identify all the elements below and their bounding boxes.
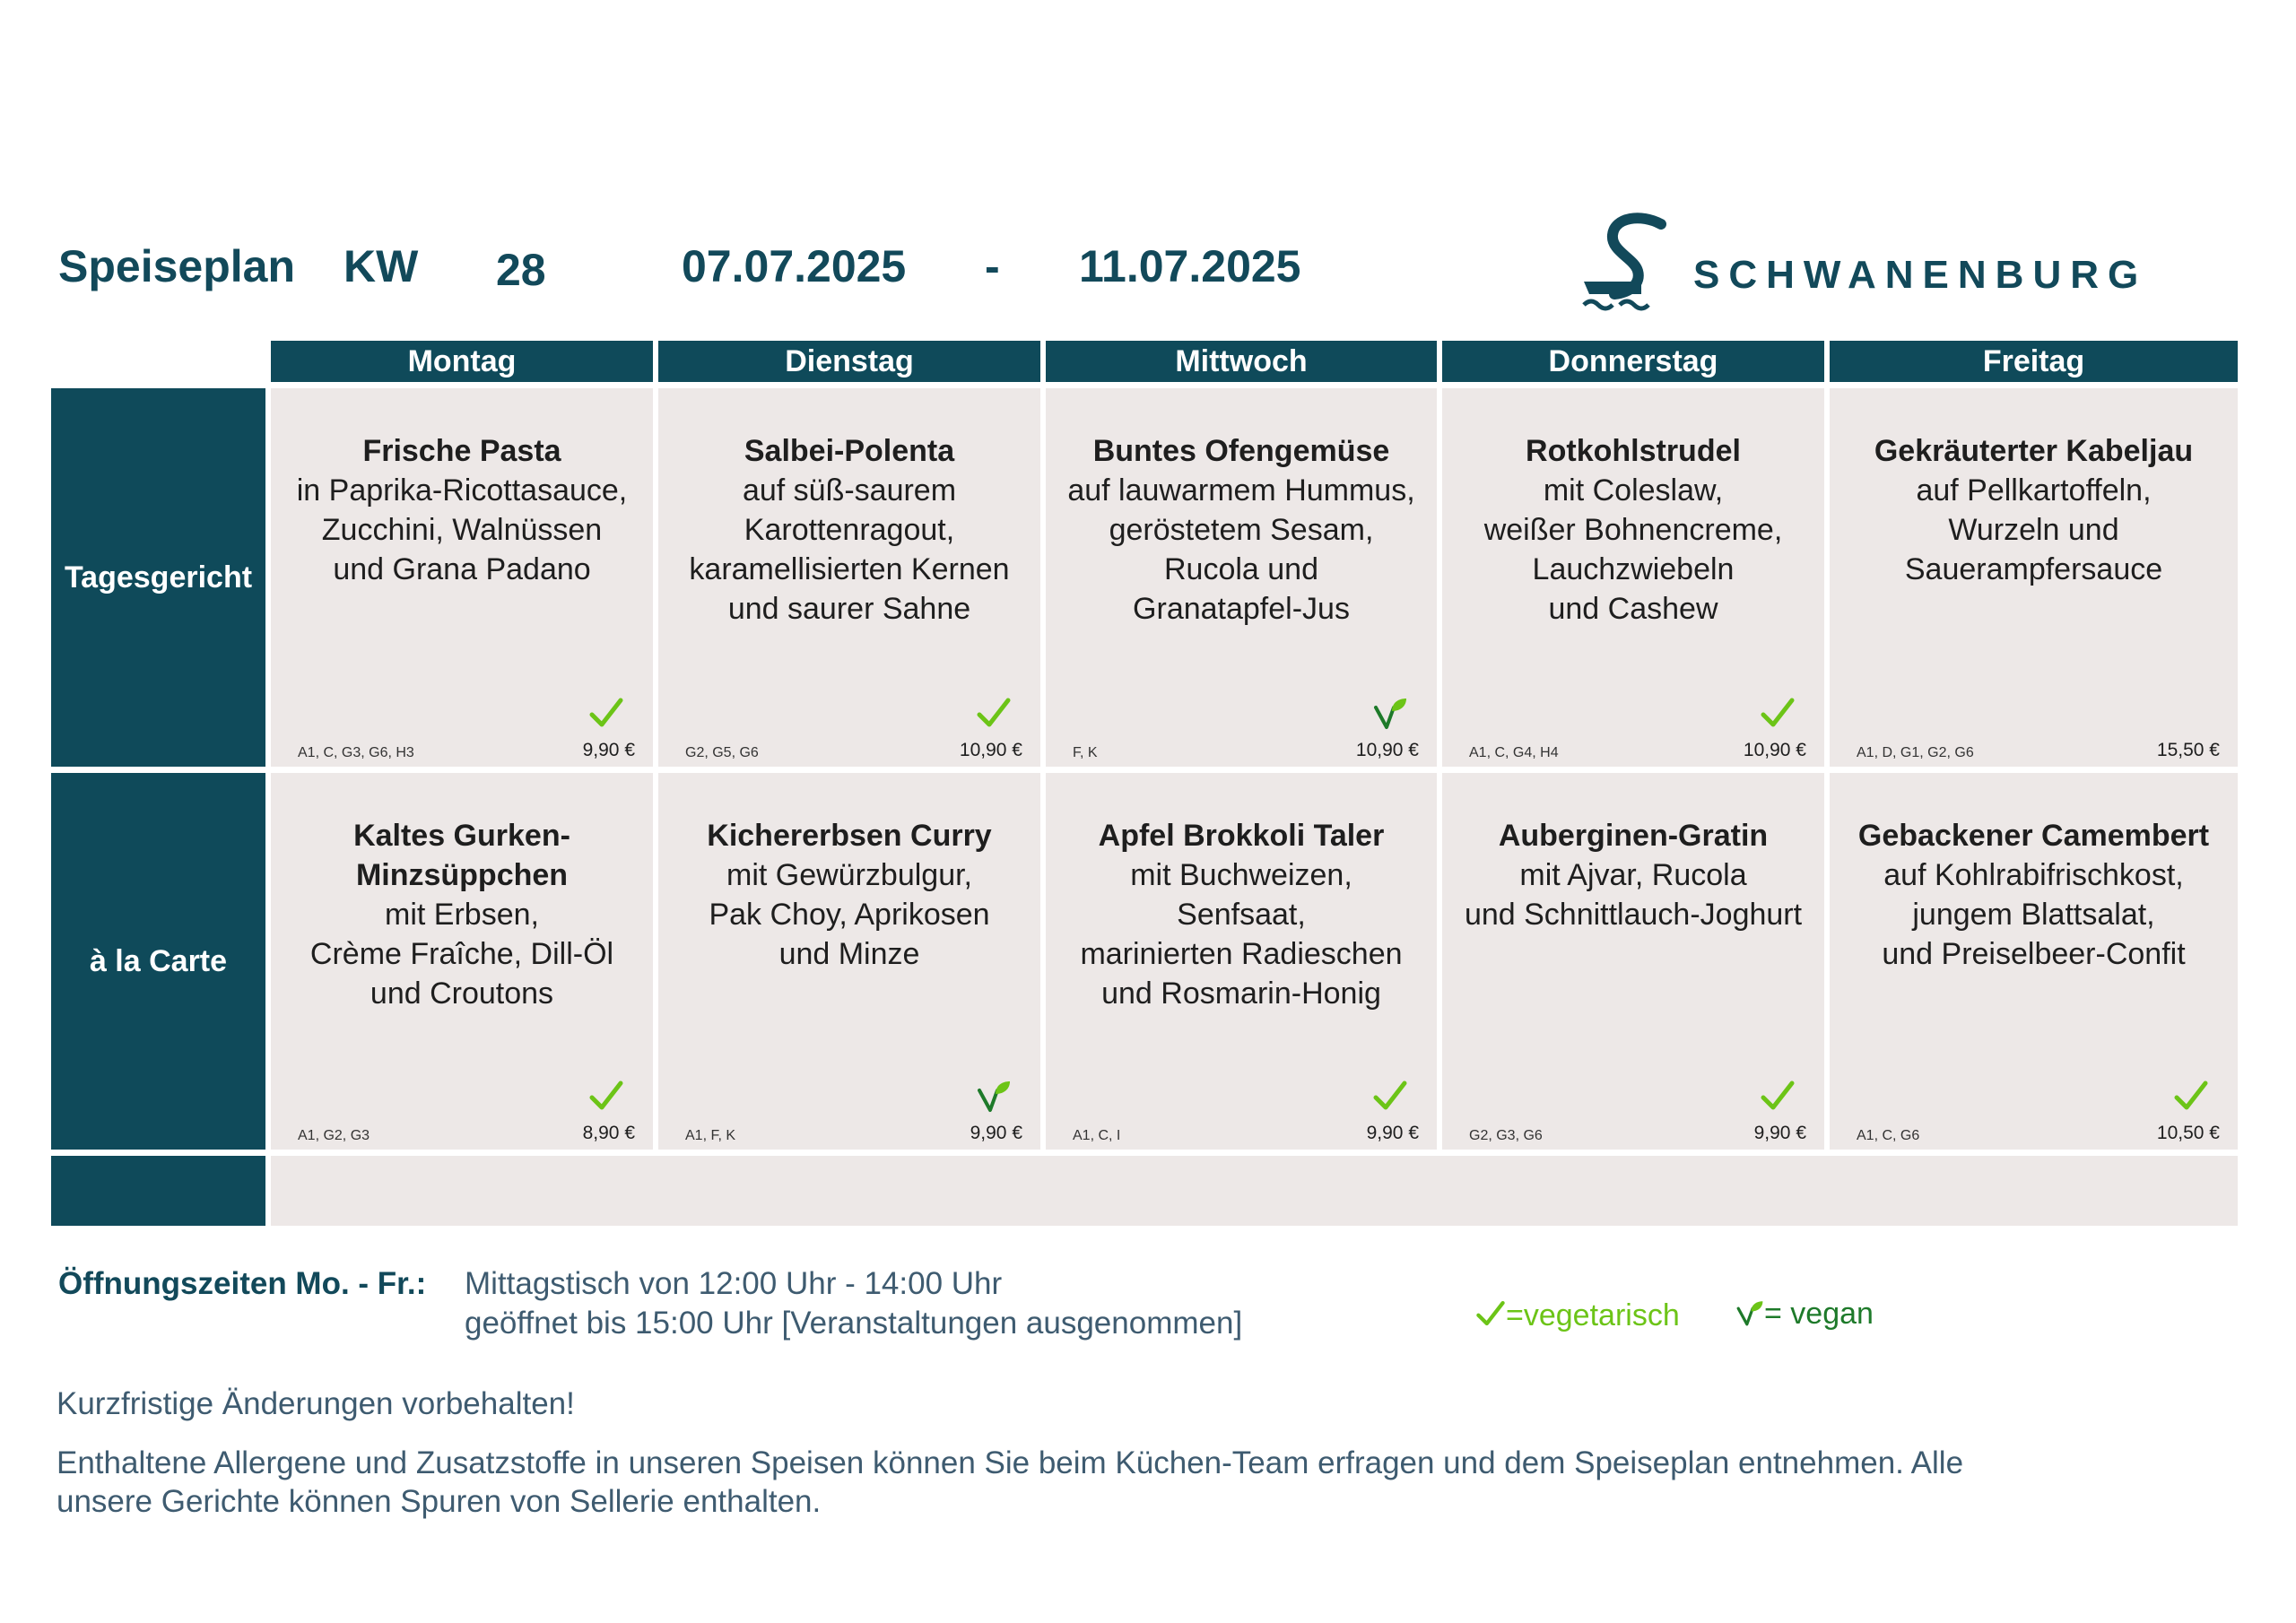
dish-line: auf Kohlrabifrischkost, bbox=[1883, 858, 2184, 892]
vegetarian-check-icon bbox=[1475, 1298, 1506, 1329]
dish-title: Gekräuterter Kabeljau bbox=[1874, 434, 2194, 468]
price: 10,50 € bbox=[2156, 1123, 2220, 1143]
dish-line: marinierten Radieschen bbox=[1080, 937, 1403, 971]
allergens: A1, C, I bbox=[1073, 1128, 1121, 1143]
brand-logo bbox=[1578, 212, 2188, 319]
menu-cell bbox=[271, 388, 653, 767]
row-label-tagesgericht: Tagesgericht bbox=[51, 388, 265, 767]
dish-line: geröstetem Sesam, bbox=[1109, 513, 1374, 547]
allergens: A1, C, G6 bbox=[1857, 1128, 1920, 1143]
brand-name: SCHWANENBURG bbox=[1693, 253, 2148, 297]
dish-line: Granatapfel-Jus bbox=[1133, 592, 1350, 626]
vegetarian-check-icon bbox=[588, 1078, 624, 1114]
dish-line: mit Gewürzbulgur, bbox=[726, 858, 972, 892]
allergens: F, K bbox=[1073, 745, 1098, 760]
allergens: A1, G2, G3 bbox=[298, 1128, 370, 1143]
kw-number: 28 bbox=[496, 245, 546, 295]
day-header-donnerstag: Donnerstag bbox=[1442, 341, 1824, 382]
price: 9,90 € bbox=[582, 740, 635, 760]
page-title: Speiseplan bbox=[58, 241, 295, 291]
dish-title: Minzsüppchen bbox=[355, 858, 569, 892]
allergens: A1, C, G4, H4 bbox=[1469, 745, 1559, 760]
allergen-info-line1: Enthaltene Allergene und Zusatzstoffe in unseren Speisen können Sie beim Küchen-Team erfragen und dem Speiseplan entnehmen. Alle bbox=[57, 1445, 1964, 1480]
dish-line: auf lauwarmem Hummus, bbox=[1067, 473, 1415, 508]
legend-vegetarian-label: =vegetarisch bbox=[1506, 1298, 1680, 1332]
legend-vegan bbox=[1735, 1297, 1874, 1332]
dish-title: Frische Pasta bbox=[362, 434, 561, 468]
dish-line: jungem Blattsalat, bbox=[1912, 898, 2155, 932]
vegetarian-check-icon bbox=[976, 695, 1012, 731]
price: 10,90 € bbox=[1743, 740, 1806, 760]
price: 9,90 € bbox=[970, 1123, 1022, 1143]
vegan-leaf-icon bbox=[1735, 1298, 1764, 1327]
price: 10,90 € bbox=[1355, 740, 1419, 760]
dish-line: und Rosmarin-Honig bbox=[1101, 976, 1381, 1011]
menu-cell bbox=[1046, 388, 1437, 767]
dish-line: und Minze bbox=[778, 937, 920, 971]
dish-line: weißer Bohnencreme, bbox=[1483, 513, 1783, 547]
date-to: 11.07.2025 bbox=[1079, 241, 1301, 291]
dish-line: und Schnittlauch-Joghurt bbox=[1464, 898, 1803, 932]
row-label-empty bbox=[51, 1156, 265, 1226]
dish-title: Salbei-Polenta bbox=[744, 434, 955, 468]
day-header-mittwoch: Mittwoch bbox=[1046, 341, 1437, 382]
allergens: A1, C, G3, G6, H3 bbox=[298, 745, 414, 760]
dish-line: Wurzeln und bbox=[1948, 513, 2119, 547]
date-separator: - bbox=[985, 241, 1000, 291]
dish-title: Kichererbsen Curry bbox=[707, 819, 992, 853]
opening-hours-line1: Mittagstisch von 12:00 Uhr - 14:00 Uhr bbox=[465, 1266, 1003, 1301]
price: 9,90 € bbox=[1366, 1123, 1419, 1143]
dish-line: Karottenragout, bbox=[744, 513, 955, 547]
vegetarian-check-icon bbox=[2173, 1078, 2209, 1114]
dish-line: mit Coleslaw, bbox=[1543, 473, 1724, 508]
dish-line: in Paprika-Ricottasauce, bbox=[296, 473, 628, 508]
dish-line: Lauchzwiebeln bbox=[1532, 552, 1735, 586]
dish-line: mit Ajvar, Rucola bbox=[1519, 858, 1747, 892]
dish-title: Auberginen-Gratin bbox=[1498, 819, 1769, 853]
dish-line: auf süß-saurem bbox=[742, 473, 957, 508]
dish-title: Kaltes Gurken- bbox=[353, 819, 570, 853]
dish-title: Apfel Brokkoli Taler bbox=[1098, 819, 1385, 853]
vegan-leaf-icon bbox=[1372, 695, 1408, 731]
allergens: A1, D, G1, G2, G6 bbox=[1857, 745, 1974, 760]
price: 10,90 € bbox=[959, 740, 1022, 760]
menu-cell bbox=[271, 773, 653, 1150]
dish-line: und Grana Padano bbox=[333, 552, 591, 586]
vegetarian-check-icon bbox=[588, 695, 624, 731]
menu-cell bbox=[1830, 388, 2238, 767]
vegetarian-check-icon bbox=[1372, 1078, 1408, 1114]
dish-line: auf Pellkartoffeln, bbox=[1916, 473, 2152, 508]
changes-notice: Kurzfristige Änderungen vorbehalten! bbox=[57, 1386, 575, 1421]
day-header-freitag: Freitag bbox=[1830, 341, 2238, 382]
dish-line: und Croutons bbox=[370, 976, 554, 1011]
menu-cell bbox=[1830, 773, 2238, 1150]
menu-cell bbox=[1442, 773, 1824, 1150]
row-label-a-la-carte: à la Carte bbox=[51, 773, 265, 1150]
dish-line: Pak Choy, Aprikosen bbox=[709, 898, 990, 932]
allergens: A1, F, K bbox=[685, 1128, 736, 1143]
vegetarian-check-icon bbox=[1760, 695, 1796, 731]
swan-icon bbox=[1578, 212, 1686, 319]
dish-line: und saurer Sahne bbox=[727, 592, 971, 626]
date-from: 07.07.2025 bbox=[682, 241, 907, 291]
dish-line: mit Buchweizen, bbox=[1130, 858, 1352, 892]
menu-cell bbox=[1046, 773, 1437, 1150]
dish-title: Gebackener Camembert bbox=[1857, 819, 2210, 853]
dish-title: Buntes Ofengemüse bbox=[1092, 434, 1390, 468]
empty-row bbox=[271, 1156, 2238, 1226]
allergens: G2, G3, G6 bbox=[1469, 1128, 1543, 1143]
dish-line: Senfsaat, bbox=[1177, 898, 1306, 932]
day-header-montag: Montag bbox=[271, 341, 653, 382]
vegan-leaf-icon bbox=[976, 1078, 1012, 1114]
dish-line: und Preiselbeer-Confit bbox=[1882, 937, 2186, 971]
vegetarian-check-icon bbox=[1760, 1078, 1796, 1114]
menu-cell bbox=[658, 388, 1040, 767]
allergens: G2, G5, G6 bbox=[685, 745, 759, 760]
dish-line: Rucola und bbox=[1163, 552, 1318, 586]
dish-line: mit Erbsen, bbox=[385, 898, 539, 932]
opening-hours-label: Öffnungszeiten Mo. - Fr.: bbox=[58, 1266, 427, 1301]
dish-line: Sauerampfersauce bbox=[1904, 552, 2163, 586]
price: 8,90 € bbox=[582, 1123, 635, 1143]
price: 15,50 € bbox=[2156, 740, 2220, 760]
dish-title: Rotkohlstrudel bbox=[1526, 434, 1741, 468]
opening-hours-line2: geöffnet bis 15:00 Uhr [Veranstaltungen ausgenommen] bbox=[465, 1306, 1243, 1341]
legend-vegan-label: = vegan bbox=[1764, 1297, 1874, 1331]
day-header-dienstag: Dienstag bbox=[658, 341, 1040, 382]
kw-label: KW bbox=[344, 241, 419, 291]
dish-line: karamellisierten Kernen bbox=[689, 552, 1010, 586]
allergen-info-line2: unsere Gerichte können Spuren von Sellerie enthalten. bbox=[57, 1484, 822, 1519]
menu-cell bbox=[658, 773, 1040, 1150]
dish-line: und Cashew bbox=[1548, 592, 1718, 626]
price: 9,90 € bbox=[1753, 1123, 1806, 1143]
legend-vegetarian bbox=[1475, 1298, 1680, 1333]
menu-cell bbox=[1442, 388, 1824, 767]
dish-line: Zucchini, Walnüssen bbox=[321, 513, 603, 547]
dish-line: Crème Fraîche, Dill-Öl bbox=[309, 937, 614, 971]
